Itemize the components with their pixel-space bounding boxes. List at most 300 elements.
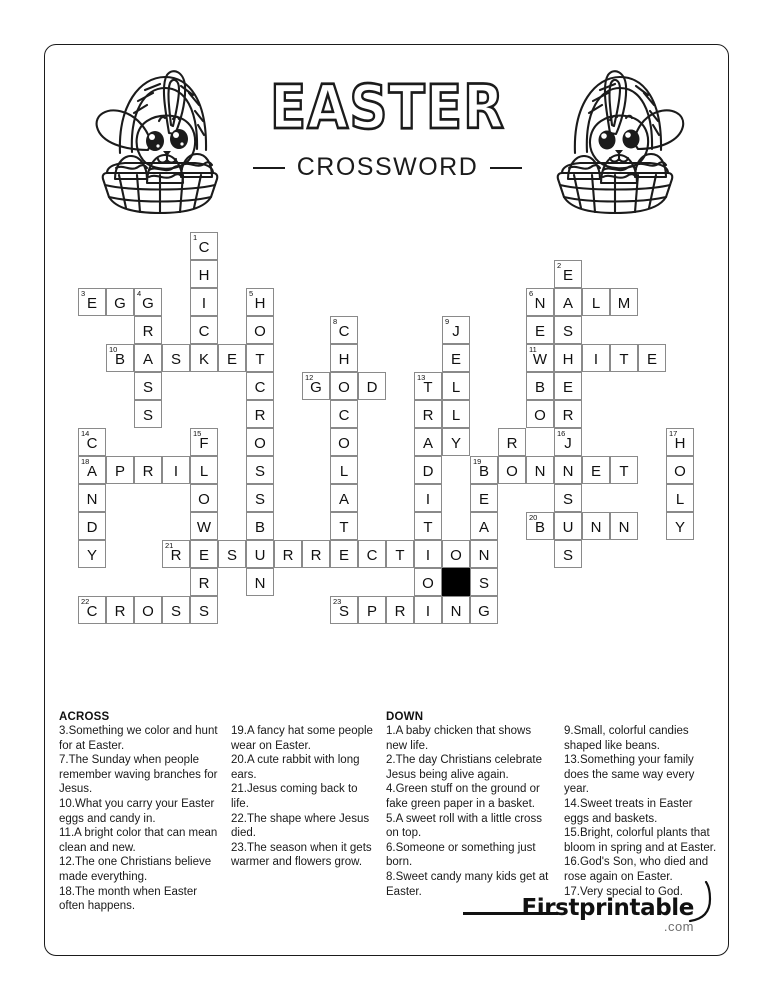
cell-number: 22 xyxy=(81,597,90,606)
down-heading: DOWN xyxy=(386,711,424,723)
cell-letter: C xyxy=(254,378,266,396)
grid-cell[interactable] xyxy=(582,456,610,484)
grid-cell[interactable] xyxy=(526,400,554,428)
cell-letter: B xyxy=(478,462,489,480)
grid-cell[interactable] xyxy=(190,456,218,484)
cell-letter: T xyxy=(423,378,433,396)
cell-letter: T xyxy=(619,350,629,368)
cell-letter: N xyxy=(562,462,574,480)
cell-letter: O xyxy=(422,574,434,592)
grid-cell[interactable] xyxy=(218,540,246,568)
cell-letter: O xyxy=(506,462,518,480)
cell-letter: D xyxy=(86,518,98,536)
cell-letter: E xyxy=(534,322,545,340)
grid-cell[interactable] xyxy=(162,344,190,372)
cell-letter: R xyxy=(198,574,210,592)
grid-cell[interactable] xyxy=(330,540,358,568)
cell-letter: C xyxy=(366,546,378,564)
grid-cell[interactable] xyxy=(414,568,442,596)
cell-number: 21 xyxy=(165,541,174,550)
cell-letter: R xyxy=(310,546,322,564)
grid-cell[interactable] xyxy=(190,484,218,512)
cell-number: 19 xyxy=(473,457,482,466)
cell-letter: I xyxy=(593,350,599,368)
cell-letter: U xyxy=(562,518,574,536)
cell-letter: S xyxy=(254,490,265,508)
cell-number: 2 xyxy=(557,261,562,270)
cell-number: 8 xyxy=(333,317,338,326)
grid-cell[interactable] xyxy=(330,372,358,400)
grid-cell[interactable] xyxy=(78,456,106,484)
grid-cell[interactable] xyxy=(162,596,190,624)
down-clue-list-2 xyxy=(564,724,719,899)
grid-cell[interactable] xyxy=(610,288,638,316)
grid-cell[interactable] xyxy=(554,456,582,484)
grid-cell[interactable] xyxy=(526,316,554,344)
grid-cell[interactable] xyxy=(78,288,106,316)
clues-section xyxy=(59,711,729,914)
grid-cell[interactable] xyxy=(78,596,106,624)
cell-letter: C xyxy=(86,434,98,452)
clue-item: 23.The season when it gets warmer and flowers grow. xyxy=(231,841,372,869)
grid-cell[interactable] xyxy=(246,288,274,316)
grid-cell[interactable] xyxy=(134,400,162,428)
clue-item: 19.A fancy hat some people wear on Easter. xyxy=(231,725,373,752)
clue-item: 16.God's Son, who died and rose again on Easter. xyxy=(564,856,709,883)
cell-letter: D xyxy=(422,462,434,480)
grid-cell[interactable] xyxy=(190,596,218,624)
cell-letter: H xyxy=(338,350,350,368)
grid-cell[interactable] xyxy=(582,288,610,316)
cell-letter: B xyxy=(254,518,265,536)
grid-cell[interactable] xyxy=(162,456,190,484)
cell-letter: T xyxy=(619,462,629,480)
grid-cell[interactable] xyxy=(246,400,274,428)
grid-cell[interactable] xyxy=(442,316,470,344)
grid-cell[interactable] xyxy=(442,400,470,428)
cell-letter: S xyxy=(170,350,181,368)
clue-item: 17.Very special to God. xyxy=(564,885,683,898)
clue-item: 18.The month when Easter often happens. xyxy=(59,885,198,913)
cell-letter: L xyxy=(451,378,461,396)
cell-number: 13 xyxy=(417,373,426,382)
cell-letter: H xyxy=(254,294,266,312)
cell-letter: K xyxy=(198,350,209,368)
cell-letter: O xyxy=(534,406,546,424)
grid-cell[interactable] xyxy=(246,372,274,400)
cell-letter: P xyxy=(366,602,377,620)
grid-cell[interactable] xyxy=(526,512,554,540)
cell-number: 15 xyxy=(193,429,202,438)
clue-item: 2.The day Christians celebrate Jesus being alive again. xyxy=(386,754,542,781)
cell-letter: R xyxy=(506,434,518,452)
cell-letter: E xyxy=(646,350,657,368)
cell-letter: S xyxy=(170,602,181,620)
cell-letter: S xyxy=(226,546,237,564)
clue-item: 20.A cute rabbit with long ears. xyxy=(231,754,360,781)
cell-letter: W xyxy=(196,518,212,536)
cell-letter: A xyxy=(562,294,573,312)
cell-letter: F xyxy=(199,434,209,452)
cell-letter: R xyxy=(422,406,434,424)
cell-letter: T xyxy=(395,546,405,564)
cell-letter: N xyxy=(86,490,98,508)
cell-letter: O xyxy=(142,602,154,620)
grid-cell[interactable] xyxy=(78,512,106,540)
cell-letter: R xyxy=(142,322,154,340)
cell-letter: R xyxy=(282,546,294,564)
grid-cell[interactable] xyxy=(498,456,526,484)
clue-item: 4.Green stuff on the ground or fake green paper in a basket. xyxy=(386,783,540,810)
grid-cell[interactable] xyxy=(554,512,582,540)
grid-cell[interactable] xyxy=(190,232,218,260)
cell-number: 12 xyxy=(305,373,314,382)
grid-cell[interactable] xyxy=(526,288,554,316)
grid-cell[interactable] xyxy=(386,596,414,624)
cell-letter: G xyxy=(310,378,322,396)
grid-cell[interactable] xyxy=(554,400,582,428)
cell-letter: C xyxy=(198,322,210,340)
grid-cell[interactable] xyxy=(470,512,498,540)
grid-cell[interactable] xyxy=(330,456,358,484)
clue-item: 5.A sweet roll with a little cross on top. xyxy=(386,812,542,840)
cell-letter: D xyxy=(366,378,378,396)
grid-cell[interactable] xyxy=(414,400,442,428)
cell-letter: I xyxy=(173,462,179,480)
cell-letter: J xyxy=(564,434,572,452)
cell-letter: A xyxy=(142,350,153,368)
cell-letter: U xyxy=(254,546,266,564)
grid-cell[interactable] xyxy=(470,540,498,568)
grid-cell[interactable] xyxy=(190,428,218,456)
grid-cell[interactable] xyxy=(666,484,694,512)
cell-letter: E xyxy=(562,378,573,396)
cell-letter: N xyxy=(534,462,546,480)
grid-cell[interactable] xyxy=(386,540,414,568)
cell-letter: I xyxy=(425,602,431,620)
clue-item: 22.The shape where Jesus died. xyxy=(231,812,370,840)
cell-letter: E xyxy=(226,350,237,368)
grid-cell[interactable] xyxy=(134,596,162,624)
clue-item: 6.Someone or something just born. xyxy=(386,841,536,869)
cell-letter: J xyxy=(452,322,460,340)
grid-cell[interactable] xyxy=(666,456,694,484)
cell-letter: Y xyxy=(674,518,685,536)
grid-cell[interactable] xyxy=(442,344,470,372)
grid-cell[interactable] xyxy=(554,372,582,400)
clue-item: 9.Small, colorful candies shaped like beans. xyxy=(564,725,689,752)
cell-number: 17 xyxy=(669,429,678,438)
clue-item: 1.A baby chicken that shows new life. xyxy=(386,725,532,752)
grid-cell[interactable] xyxy=(358,540,386,568)
cell-letter: S xyxy=(338,602,349,620)
cell-letter: R xyxy=(254,406,266,424)
grid-cell[interactable] xyxy=(554,540,582,568)
grid-cell[interactable] xyxy=(330,596,358,624)
cell-letter: E xyxy=(198,546,209,564)
cell-number: 16 xyxy=(557,429,566,438)
cell-letter: Y xyxy=(450,434,461,452)
cell-number: 4 xyxy=(137,289,142,298)
grid-cell[interactable] xyxy=(358,596,386,624)
grid-cell[interactable] xyxy=(246,344,274,372)
cell-letter: I xyxy=(425,546,431,564)
grid-cell[interactable] xyxy=(582,512,610,540)
brand-tld: .com xyxy=(663,919,694,934)
grid-cell[interactable] xyxy=(330,484,358,512)
cell-letter: S xyxy=(254,462,265,480)
cell-letter: E xyxy=(86,294,97,312)
cell-number: 1 xyxy=(193,233,198,242)
cell-letter: O xyxy=(338,434,350,452)
grid-cell[interactable] xyxy=(78,540,106,568)
cell-letter: C xyxy=(198,238,210,256)
grid-cell[interactable] xyxy=(554,260,582,288)
cell-letter: M xyxy=(617,294,631,312)
cell-letter: N xyxy=(590,518,602,536)
grid-cell[interactable] xyxy=(134,316,162,344)
grid-cell[interactable] xyxy=(246,484,274,512)
cell-number: 3 xyxy=(81,289,86,298)
cell-letter: E xyxy=(338,546,349,564)
brand-name: Firstprintable xyxy=(521,895,694,921)
clue-item: 3.Something we color and hunt for at Easter. xyxy=(59,725,218,752)
page-title: EASTER xyxy=(270,71,505,143)
grid-cell[interactable] xyxy=(106,456,134,484)
grid-cell[interactable] xyxy=(302,372,330,400)
clue-item: 7.The Sunday when people remember waving branches for Jesus. xyxy=(59,754,218,796)
cell-letter: L xyxy=(591,294,601,312)
grid-cell[interactable] xyxy=(470,484,498,512)
grid-cell[interactable] xyxy=(414,372,442,400)
cell-letter: Y xyxy=(86,546,97,564)
cell-letter: G xyxy=(142,294,154,312)
clue-column-across-2 xyxy=(231,711,386,914)
cell-number: 18 xyxy=(81,457,90,466)
grid-cell[interactable] xyxy=(190,540,218,568)
grid-cell[interactable] xyxy=(666,512,694,540)
grid-cell[interactable] xyxy=(106,596,134,624)
cell-number: 23 xyxy=(333,597,342,606)
across-heading: ACROSS xyxy=(59,711,110,723)
cell-letter: O xyxy=(198,490,210,508)
grid-cell[interactable] xyxy=(190,316,218,344)
cell-number: 11 xyxy=(529,345,537,354)
cell-letter: O xyxy=(254,434,266,452)
grid-cell[interactable] xyxy=(554,344,582,372)
cell-letter: I xyxy=(201,294,207,312)
cell-letter: S xyxy=(562,546,573,564)
cell-letter: T xyxy=(255,350,265,368)
grid-cell[interactable] xyxy=(78,484,106,512)
grid-cell[interactable] xyxy=(442,540,470,568)
grid-cell[interactable] xyxy=(554,288,582,316)
cell-letter: N xyxy=(450,602,462,620)
clue-item: 10.What you carry your Easter eggs and candy in. xyxy=(59,797,215,825)
clue-item: 21.Jesus coming back to life. xyxy=(231,783,358,810)
clue-column-down-1 xyxy=(386,711,564,914)
cell-letter: G xyxy=(114,294,126,312)
cell-letter: O xyxy=(254,322,266,340)
cell-letter: N xyxy=(618,518,630,536)
grid-cell[interactable] xyxy=(526,344,554,372)
cell-letter: O xyxy=(674,462,686,480)
grid-cell[interactable] xyxy=(610,344,638,372)
grid-cell[interactable] xyxy=(554,428,582,456)
grid-cell[interactable] xyxy=(358,372,386,400)
clue-item: 8.Sweet candy many kids get at Easter. xyxy=(386,870,549,898)
grid-cell[interactable] xyxy=(470,568,498,596)
grid-cell[interactable] xyxy=(218,344,246,372)
cell-number: 10 xyxy=(109,345,118,354)
grid-cell[interactable] xyxy=(190,568,218,596)
cell-letter: W xyxy=(532,350,548,368)
cell-letter: R xyxy=(394,602,406,620)
cell-letter: S xyxy=(478,574,489,592)
cell-number: 5 xyxy=(249,289,254,298)
grid-cell[interactable] xyxy=(246,568,274,596)
clue-item: 15.Bright, colorful plants that bloom in spring and at Easter. xyxy=(564,827,717,854)
grid-cell[interactable] xyxy=(302,540,330,568)
cell-letter: A xyxy=(422,434,433,452)
cell-letter: T xyxy=(423,518,433,536)
cell-letter: L xyxy=(339,462,349,480)
grid-cell[interactable] xyxy=(246,512,274,540)
cell-letter: S xyxy=(198,602,209,620)
grid-cell[interactable] xyxy=(414,456,442,484)
grid-cell[interactable] xyxy=(498,428,526,456)
brand-swoosh-icon xyxy=(686,881,716,925)
grid-cell[interactable] xyxy=(526,456,554,484)
cell-letter: C xyxy=(86,602,98,620)
cell-letter: B xyxy=(534,378,545,396)
cell-letter: S xyxy=(142,406,153,424)
clue-item: 11.A bright color that can mean clean and new. xyxy=(59,827,218,854)
grid-cell[interactable] xyxy=(526,372,554,400)
grid-cell[interactable] xyxy=(330,316,358,344)
grid-cell[interactable] xyxy=(134,288,162,316)
grid-cell[interactable] xyxy=(106,344,134,372)
grid-cell[interactable] xyxy=(582,344,610,372)
grid-cell[interactable] xyxy=(470,456,498,484)
cell-letter: S xyxy=(142,378,153,396)
cell-letter: O xyxy=(338,378,350,396)
clue-item: 13.Something your family does the same way every year. xyxy=(564,754,695,796)
cell-letter: R xyxy=(170,546,182,564)
cell-letter: R xyxy=(114,602,126,620)
across-clue-list-2 xyxy=(231,724,376,870)
cell-letter: C xyxy=(338,406,350,424)
grid-cell[interactable] xyxy=(330,344,358,372)
cell-letter: H xyxy=(198,266,210,284)
grid-cell[interactable] xyxy=(246,456,274,484)
cell-letter: A xyxy=(478,518,489,536)
grid-cell[interactable] xyxy=(162,540,190,568)
crossword-grid[interactable] xyxy=(45,45,730,620)
grid-cell[interactable] xyxy=(470,596,498,624)
grid-cell[interactable] xyxy=(246,540,274,568)
grid-cell[interactable] xyxy=(78,428,106,456)
grid-cell[interactable] xyxy=(414,596,442,624)
grid-cell[interactable] xyxy=(134,456,162,484)
cell-letter: R xyxy=(562,406,574,424)
grid-cell[interactable] xyxy=(330,512,358,540)
cell-number: 6 xyxy=(529,289,534,298)
grid-cell[interactable] xyxy=(414,484,442,512)
grid-cell[interactable] xyxy=(442,372,470,400)
cell-letter: P xyxy=(114,462,125,480)
grid-cell[interactable] xyxy=(442,428,470,456)
page-subtitle: CROSSWORD xyxy=(296,153,479,181)
grid-cell[interactable] xyxy=(610,512,638,540)
grid-cell[interactable] xyxy=(414,512,442,540)
grid-cell[interactable] xyxy=(442,596,470,624)
grid-cell[interactable] xyxy=(190,288,218,316)
cell-letter: O xyxy=(450,546,462,564)
grid-cell[interactable] xyxy=(554,484,582,512)
cell-letter: H xyxy=(562,350,574,368)
cell-letter: T xyxy=(339,518,349,536)
clue-item: 12.The one Christians believe made everything. xyxy=(59,856,212,883)
cell-number: 14 xyxy=(81,429,90,438)
grid-cell[interactable] xyxy=(134,372,162,400)
grid-cell[interactable] xyxy=(274,540,302,568)
grid-cell[interactable] xyxy=(330,400,358,428)
grid-cell[interactable] xyxy=(246,316,274,344)
grid-cell[interactable] xyxy=(414,540,442,568)
grid-cell[interactable] xyxy=(414,428,442,456)
cell-letter: B xyxy=(534,518,545,536)
grid-cell[interactable] xyxy=(330,428,358,456)
clue-column-across-1 xyxy=(59,711,231,914)
down-clue-list-1 xyxy=(386,724,554,899)
worksheet-page xyxy=(44,44,729,956)
grid-cell[interactable] xyxy=(638,344,666,372)
cell-letter: L xyxy=(675,490,685,508)
cell-letter: E xyxy=(450,350,461,368)
grid-cell-blocked xyxy=(442,568,470,596)
cell-letter: N xyxy=(478,546,490,564)
cell-letter: E xyxy=(478,490,489,508)
cell-letter: A xyxy=(86,462,97,480)
cell-letter: C xyxy=(338,322,350,340)
cell-letter: A xyxy=(338,490,349,508)
grid-cell[interactable] xyxy=(134,344,162,372)
cell-letter: E xyxy=(562,266,573,284)
grid-cell[interactable] xyxy=(610,456,638,484)
grid-cell[interactable] xyxy=(554,316,582,344)
cell-letter: R xyxy=(142,462,154,480)
cell-letter: G xyxy=(478,602,490,620)
grid-cell[interactable] xyxy=(190,512,218,540)
grid-cell[interactable] xyxy=(246,428,274,456)
cell-letter: L xyxy=(199,462,209,480)
grid-cell[interactable] xyxy=(190,344,218,372)
cell-letter: E xyxy=(590,462,601,480)
cell-letter: L xyxy=(451,406,461,424)
cell-letter: B xyxy=(114,350,125,368)
cell-letter: N xyxy=(534,294,546,312)
cell-letter: S xyxy=(562,322,573,340)
grid-cell[interactable] xyxy=(106,288,134,316)
cell-letter: S xyxy=(562,490,573,508)
cell-letter: N xyxy=(254,574,266,592)
cell-letter: I xyxy=(425,490,431,508)
cell-number: 20 xyxy=(529,513,538,522)
grid-cell[interactable] xyxy=(666,428,694,456)
cell-number: 9 xyxy=(445,317,450,326)
grid-cell[interactable] xyxy=(190,260,218,288)
